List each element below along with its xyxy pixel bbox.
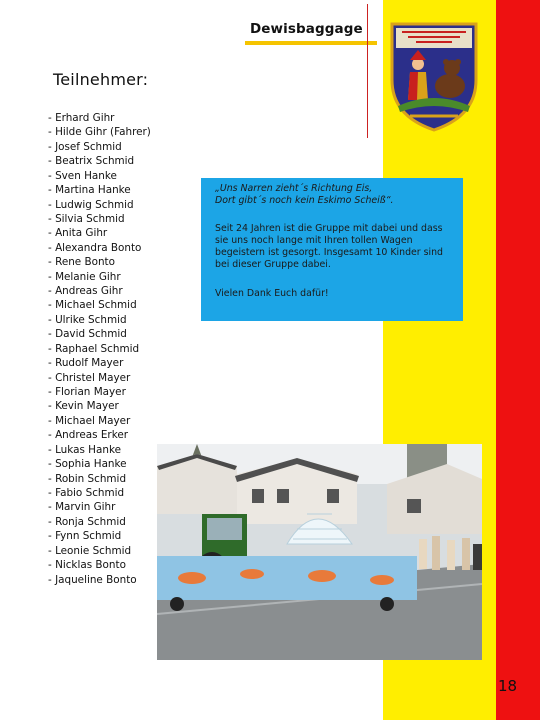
motto-quote bbox=[215, 183, 455, 207]
participant-item: - Ronja Schmid bbox=[48, 515, 151, 529]
participant-item: - Christel Mayer bbox=[48, 371, 151, 385]
participant-item: - Ludwig Schmid bbox=[48, 198, 151, 212]
participant-item: - Michael Schmid bbox=[48, 298, 151, 312]
participant-item: - Raphael Schmid bbox=[48, 342, 151, 356]
motto-line-2: Dort gibt´s noch kein Eskimo Scheiß“. bbox=[215, 195, 394, 206]
participant-item: - Fabio Schmid bbox=[48, 486, 151, 500]
carnival-club-crest-icon bbox=[388, 20, 480, 132]
participant-item: - Silvia Schmid bbox=[48, 212, 151, 226]
info-paragraph: Seit 24 Jahren ist die Gruppe mit dabei und dass sie uns noch lange mit Ihren tollen Wagen begeistern ist gesorgt. Insgesamt 10 Kinder sind bei dieser Gruppe dabei. bbox=[215, 223, 444, 270]
participant-item: - Fynn Schmid bbox=[48, 529, 151, 543]
participant-item: - Leonie Schmid bbox=[48, 544, 151, 558]
participant-item: - Michael Mayer bbox=[48, 414, 151, 428]
participant-item: - Nicklas Bonto bbox=[48, 558, 151, 572]
participant-item: - Melanie Gihr bbox=[48, 270, 151, 284]
title-underline bbox=[245, 41, 377, 45]
participant-item: - Jaqueline Bonto bbox=[48, 573, 151, 587]
participant-item: - Rudolf Mayer bbox=[48, 356, 151, 370]
page-title: Dewisbaggage bbox=[250, 21, 363, 37]
participant-item: - Andreas Gihr bbox=[48, 284, 151, 298]
participant-item: - Ulrike Schmid bbox=[48, 313, 151, 327]
participant-item: - Lukas Hanke bbox=[48, 443, 151, 457]
participant-item: - David Schmid bbox=[48, 327, 151, 341]
red-stripe bbox=[496, 0, 540, 720]
header-divider bbox=[367, 4, 368, 138]
participant-item: - Sophia Hanke bbox=[48, 457, 151, 471]
parade-float-photo bbox=[157, 444, 482, 660]
participant-item: - Robin Schmid bbox=[48, 472, 151, 486]
participant-item: - Rene Bonto bbox=[48, 255, 151, 269]
page-number: 18 bbox=[498, 677, 518, 695]
participant-item: - Florian Mayer bbox=[48, 385, 151, 399]
participant-item: - Hilde Gihr (Fahrer) bbox=[48, 125, 151, 139]
participant-item: - Josef Schmid bbox=[48, 140, 151, 154]
participant-item: - Beatrix Schmid bbox=[48, 154, 151, 168]
info-box bbox=[201, 178, 463, 321]
participant-item: - Alexandra Bonto bbox=[48, 241, 151, 255]
thanks-text: Vielen Dank Euch dafür! bbox=[215, 288, 329, 299]
participant-item: - Marvin Gihr bbox=[48, 500, 151, 514]
participant-item: - Sven Hanke bbox=[48, 169, 151, 183]
motto-line-1: „Uns Narren zieht´s Richtung Eis, bbox=[215, 183, 373, 194]
participant-item: - Martina Hanke bbox=[48, 183, 151, 197]
participants-heading: Teilnehmer: bbox=[53, 70, 149, 89]
participants-list bbox=[48, 111, 151, 587]
participant-item: - Erhard Gihr bbox=[48, 111, 151, 125]
participant-item: - Andreas Erker bbox=[48, 428, 151, 442]
participant-item: - Kevin Mayer bbox=[48, 399, 151, 413]
participant-item: - Anita Gihr bbox=[48, 226, 151, 240]
